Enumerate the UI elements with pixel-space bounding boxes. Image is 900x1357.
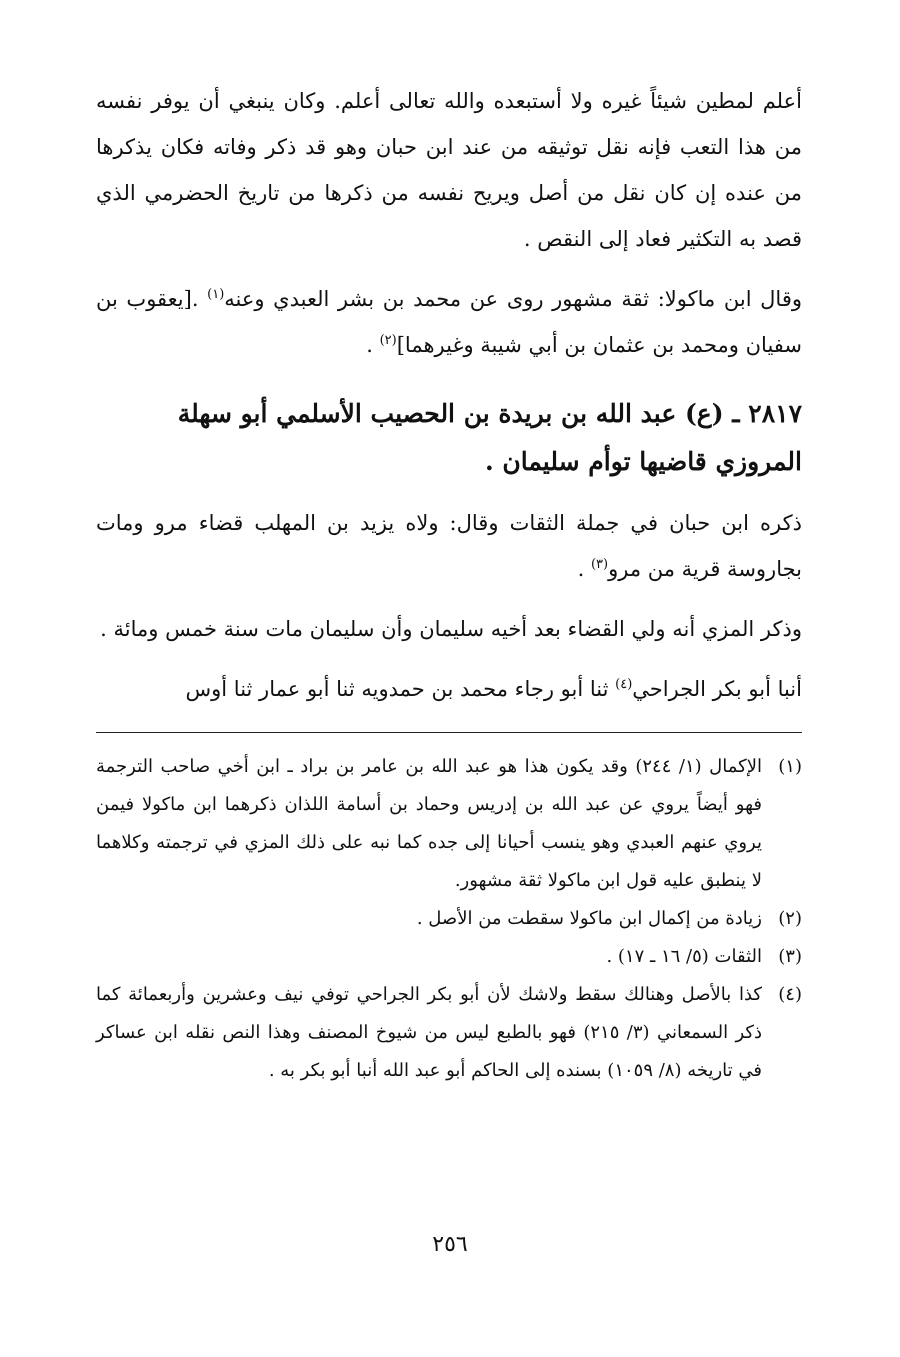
footnote-1 bbox=[96, 748, 802, 900]
footnote-ref-3: (٣) bbox=[590, 557, 609, 572]
paragraph-4: وذكر المزي أنه ولي القضاء بعد أخيه سليمان وأن سليمان مات سنة خمس ومائة . bbox=[100, 617, 802, 641]
footnote-3-number: (٣) bbox=[778, 946, 802, 967]
footnote-3-text: الثقات (٥/ ١٦ ـ ١٧) . bbox=[606, 946, 762, 967]
footnote-ref-1: (١) bbox=[207, 287, 225, 302]
footnote-1-text: الإكمال (١/ ٢٤٤) وقد يكون هذا هو عبد الله بن عامر بن براد ـ ابن أخي صاحب الترجمة فهو أيضاً يروي عن عبد الله بن إدريس وحماد بن أسامة اللذان ذكرهما ابن ماكولا فيمن يروي عنهم العبدي وهو ينسب أحيانا إلى جده كما نبه على ذلك المزي في ترجمته وكلاهما لا ينطبق عليه قول ابن ماكولا ثقة مشهور. bbox=[96, 756, 762, 891]
footnote-1-number: (١) bbox=[778, 756, 802, 777]
footnote-2-number: (٢) bbox=[778, 908, 802, 929]
footnote-2 bbox=[96, 900, 802, 938]
footnote-2-text: زيادة من إكمال ابن ماكولا سقطت من الأصل . bbox=[416, 908, 762, 929]
paragraph-2-text-a: وقال ابن ماكولا: ثقة مشهور روى عن محمد بن بشر العبدي وعنه bbox=[224, 287, 802, 311]
paragraph-3-text-b: . bbox=[577, 557, 591, 581]
paragraph-2 bbox=[96, 276, 802, 368]
footnote-4-number: (٤) bbox=[778, 984, 802, 1005]
paragraph-5-text-a: أنبا أبو بكر الجراحي bbox=[632, 677, 802, 701]
page-number: ٢٥٦ bbox=[432, 1232, 468, 1257]
footnote-ref-2: (٢) bbox=[379, 333, 397, 348]
main-text bbox=[96, 78, 802, 712]
paragraph-2-text-c: . bbox=[366, 333, 380, 357]
footnote-4-text: كذا بالأصل وهنالك سقط ولاشك لأن أبو بكر الجراحي توفي نيف وعشرين وأربعمائة كما ذكر السمعاني (٣/ ٢١٥) فهو بالطبع ليس من شيوخ المصنف وهذا النص نقله ابن عساكر في تاريخه (٨/ ١٠٥٩) بسنده إلى الحاكم أبو عبد الله أنبا أبو بكر به . bbox=[96, 984, 762, 1081]
paragraph-1: أعلم لمطين شيئاً غيره ولا أستبعده والله تعالى أعلم. وكان ينبغي أن يوفر نفسه من هذا التعب فإنه نقل توثيقه من عند ابن حبان وهو قد ذكر وفاته فكان يذكرها من عنده إن كان نقل من أصل ويريح نفسه من ذكرها من تاريخ الحضرمي الذي قصد به التكثير فعاد إلى النقص . bbox=[96, 89, 802, 251]
paragraph-3-text-a: ذكره ابن حبان في جملة الثقات وقال: ولاه يزيد بن المهلب قضاء مرو ومات بجاروسة قرية من مرو bbox=[96, 511, 802, 581]
footnote-ref-4: (٤) bbox=[615, 677, 633, 692]
paragraph-5 bbox=[96, 666, 802, 712]
footnotes bbox=[96, 748, 802, 1090]
paragraph-2-text-b: .[يعقوب بن سفيان ومحمد بن عثمان بن أبي شيبة وغيرهما] bbox=[96, 287, 802, 357]
paragraph-5-text-b: ثنا أبو رجاء محمد بن حمدويه ثنا أبو عمار ثنا أوس bbox=[185, 677, 616, 701]
paragraph-3 bbox=[96, 500, 802, 592]
footnote-4 bbox=[96, 976, 802, 1090]
footnote-divider bbox=[96, 732, 802, 733]
footnote-3 bbox=[96, 938, 802, 976]
entry-heading: ٢٨١٧ ـ (ع) عبد الله بن بريدة بن الحصيب الأسلمي أبو سهلة المروزي قاضيها توأم سليمان . bbox=[177, 399, 802, 476]
